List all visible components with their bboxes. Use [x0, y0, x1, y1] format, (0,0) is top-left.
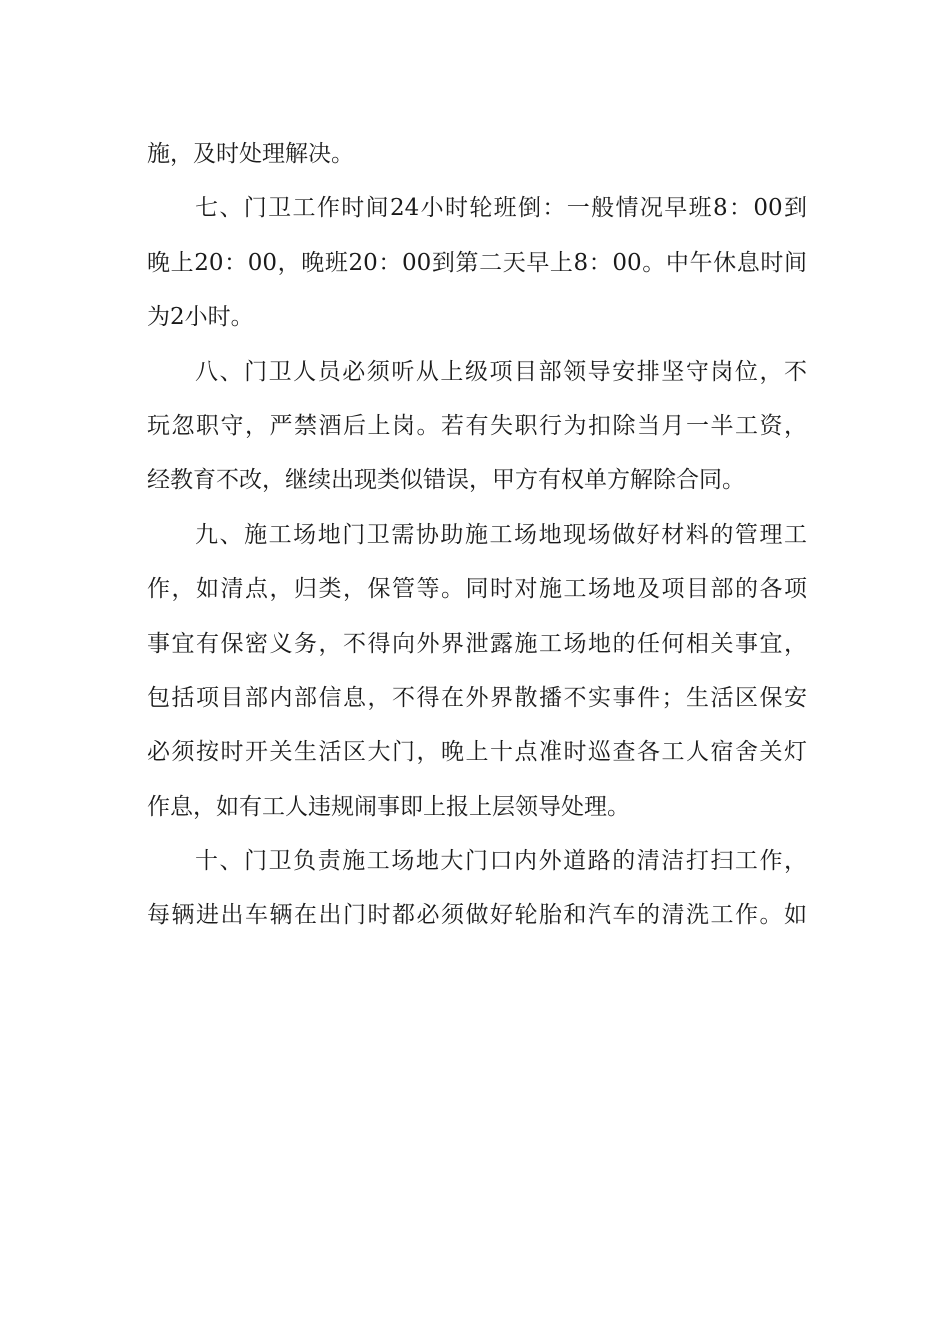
- text-line: 包括项目部内部信息，不得在外界散播不实事件；生活区保安: [147, 684, 807, 711]
- body-text: [147, 127, 807, 943]
- text-line: 为2小时。: [147, 304, 254, 331]
- text-line: 施，及时处理解决。: [147, 141, 354, 167]
- text-line: 每辆进出车辆在出门时都必须做好轮胎和汽车的清洗工作。如: [147, 902, 807, 929]
- paragraph-7-line: 七、门卫工作时间24小时轮班倒：一般情况早班8：00到: [195, 195, 807, 222]
- text-line: 必须按时开关生活区大门，晚上十点准时巡查各工人宿舍关灯: [147, 739, 807, 766]
- paragraph-8-line: 八、门卫人员必须听从上级项目部领导安排坚守岗位，不: [195, 358, 807, 385]
- paragraph-10-line: 十、门卫负责施工场地大门口内外道路的清洁打扫工作，: [195, 848, 807, 875]
- text-line: 经教育不改，继续出现类似错误，甲方有权单方解除合同。: [147, 467, 745, 494]
- text-line: 玩忽职守，严禁酒后上岗。若有失职行为扣除当月一半工资，: [147, 412, 807, 439]
- paragraph-9-line: 九、施工场地门卫需协助施工场地现场做好材料的管理工: [195, 521, 807, 548]
- text-line: 事宜有保密义务，不得向外界泄露施工场地的任何相关事宜，: [147, 630, 807, 657]
- text-line: 作，如清点，归类，保管等。同时对施工场地及项目部的各项: [147, 576, 807, 603]
- text-line: 晚上20：00，晚班20：00到第二天早上8：00。中午休息时间: [147, 249, 807, 276]
- text-line: 作息，如有工人违规闹事即上报上层领导处理。: [147, 793, 630, 820]
